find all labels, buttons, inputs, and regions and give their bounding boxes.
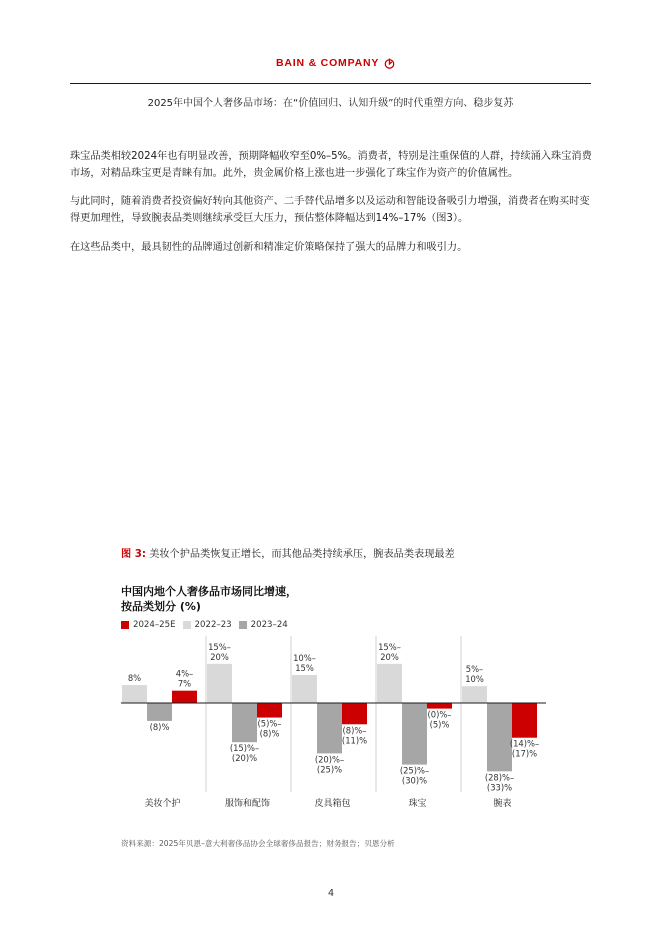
bar bbox=[172, 691, 197, 703]
data-label: (20)%– bbox=[314, 754, 345, 765]
data-label: 10%– bbox=[293, 653, 316, 663]
data-label: 15%– bbox=[208, 641, 231, 652]
data-label: (8)% bbox=[259, 728, 280, 739]
chart-title-line-2: 按品类划分 (%) bbox=[121, 600, 201, 613]
data-label: (33)% bbox=[486, 782, 513, 793]
bar bbox=[427, 703, 452, 709]
category-label: 腕表 bbox=[493, 799, 512, 809]
data-label: (28)%– bbox=[484, 772, 515, 783]
legend-label-2: 2023–24 bbox=[250, 620, 288, 630]
category-label: 皮具箱包 bbox=[314, 799, 351, 809]
data-label: (25)%– bbox=[399, 765, 430, 776]
page-number: 4 bbox=[327, 888, 335, 899]
running-title: 2025年中国个人奢侈品市场：在“价值回归、认知升级”的时代重塑方向、稳步复苏 bbox=[147, 98, 514, 109]
paragraph-jewelry: 珠宝品类相较2024年也有明显改善，预期降幅收窄至0%–5%。消费者，特别是注重保值的人群，持续涌入珠宝消费市场，对精品珠宝更是青睐有加。此外，贵金属价格上涨也进一步强化了珠宝作为资产的价值属性。 bbox=[70, 151, 592, 179]
figure-source: 资料来源：2025年贝恩–意大利奢侈品协会全球奢侈品报告；财务报告；贝恩分析 bbox=[121, 839, 395, 848]
data-label: (20)% bbox=[231, 753, 258, 764]
bar bbox=[147, 703, 172, 721]
bar bbox=[232, 703, 257, 742]
data-label: (17)% bbox=[511, 748, 538, 759]
data-label: 20% bbox=[380, 651, 399, 662]
data-label: 7% bbox=[177, 678, 192, 689]
data-label: 15%– bbox=[378, 641, 401, 652]
data-label: (14)%– bbox=[509, 738, 540, 749]
bar bbox=[377, 664, 402, 703]
data-label: 15% bbox=[295, 663, 314, 673]
bar bbox=[342, 703, 367, 724]
data-label: 5%– bbox=[465, 664, 484, 675]
bar bbox=[402, 703, 427, 765]
bar bbox=[207, 664, 232, 703]
data-label: (0)%– bbox=[427, 709, 452, 720]
brand-name: BAIN & COMPANY bbox=[276, 57, 380, 69]
data-label: (11)% bbox=[341, 735, 368, 746]
legend-label-1: 2022–23 bbox=[194, 620, 232, 630]
bar bbox=[122, 685, 147, 703]
data-label: (25)% bbox=[316, 764, 343, 775]
category-label: 服饰和配饰 bbox=[224, 799, 271, 809]
bar bbox=[317, 703, 342, 753]
paragraph-resilient-brands: 在这些品类中，最具韧性的品牌通过创新和精准定价策略保持了强大的品牌力和吸引力。 bbox=[70, 242, 468, 253]
chart-title-line-1: 中国内地个人奢侈品市场同比增速， bbox=[121, 585, 297, 598]
data-label: 4%– bbox=[175, 668, 194, 679]
data-label: 8% bbox=[127, 673, 142, 684]
data-label: 10% bbox=[465, 674, 484, 685]
data-label: (30)% bbox=[401, 775, 428, 786]
bar bbox=[487, 703, 512, 771]
bar bbox=[292, 675, 317, 703]
data-label: (15)%– bbox=[229, 743, 260, 754]
data-label: (5)% bbox=[429, 719, 450, 730]
data-label: (8)%– bbox=[342, 725, 367, 736]
legend-label-0: 2024–25E bbox=[133, 620, 176, 630]
bar bbox=[512, 703, 537, 738]
category-label: 珠宝 bbox=[408, 799, 427, 809]
paragraph-watches: 与此同时，随着消费者投资偏好转向其他资产、二手替代品增多以及运动和智能设备吸引力增强，消费者在购买时变得更加理性，导致腕表品类则继续承受巨大压力，预估整体降幅达到14%–17%（图3）。 bbox=[70, 196, 590, 224]
figure-caption-text: 美妆个护品类恢复正增长，而其他品类持续承压，腕表品类表现最差 bbox=[149, 549, 455, 560]
category-label: 美妆个护 bbox=[144, 799, 181, 809]
data-label: (5)%– bbox=[257, 718, 282, 729]
bar bbox=[462, 686, 487, 703]
data-label: (8)% bbox=[149, 721, 170, 732]
bar bbox=[257, 703, 282, 718]
figure-number: 图 3: bbox=[121, 549, 146, 560]
data-label: 20% bbox=[210, 651, 229, 662]
